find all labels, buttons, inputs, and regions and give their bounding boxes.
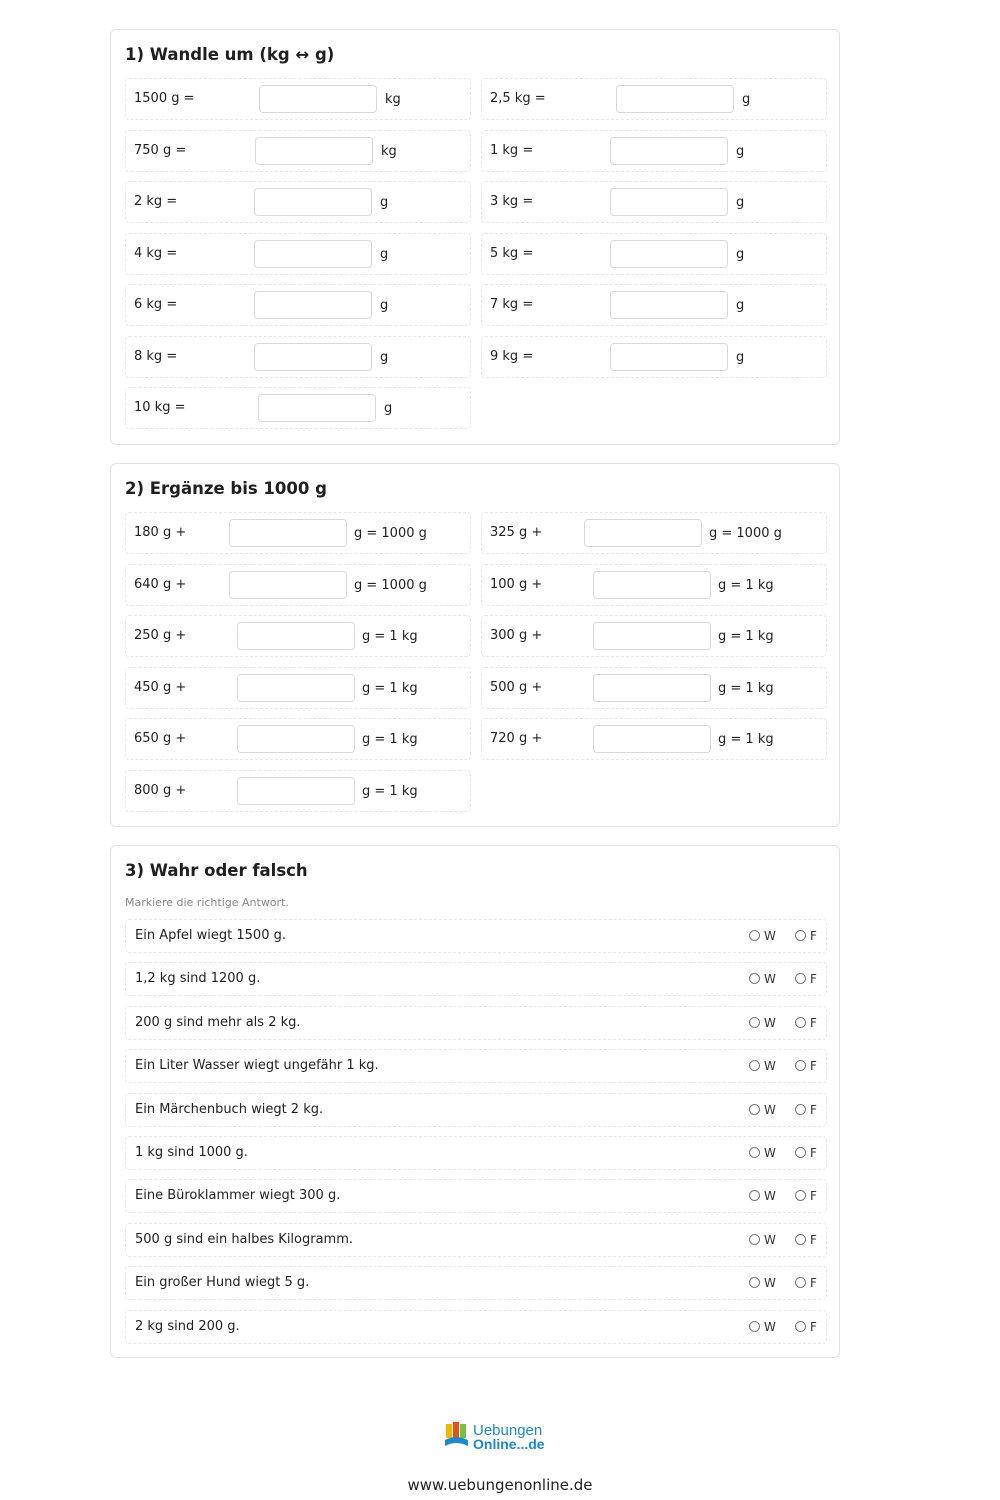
- unit-label: g: [380, 195, 389, 210]
- option-true[interactable]: [749, 1137, 776, 1169]
- option-false[interactable]: [795, 1311, 817, 1343]
- exercise-prompt: 3 kg =: [490, 194, 534, 209]
- unit-label: g: [736, 298, 745, 313]
- statement-text: Eine Büroklammer wiegt 300 g.: [135, 1188, 341, 1204]
- answer-input[interactable]: [229, 519, 347, 547]
- answer-input[interactable]: [610, 188, 728, 216]
- unit-label: g: [380, 298, 389, 313]
- radio-circle-icon[interactable]: [795, 1277, 806, 1288]
- unit-label: kg: [385, 92, 401, 107]
- option-false-label: F: [810, 1146, 817, 1160]
- logo-text-1: Uebungen: [473, 1422, 543, 1439]
- answer-input[interactable]: [593, 571, 711, 599]
- answer-input[interactable]: [254, 343, 372, 371]
- unit-label: g = 1000 g: [354, 526, 427, 541]
- logo-text-2: Online...de: [473, 1436, 545, 1452]
- exercise-item: [125, 78, 471, 120]
- unit-label: g = 1 kg: [362, 629, 418, 644]
- unit-label: g = 1000 g: [354, 577, 427, 593]
- statement-row: [125, 1266, 827, 1300]
- unit-label: g = 1 kg: [718, 680, 774, 696]
- exercise-item: [481, 718, 827, 760]
- option-true-label: W: [764, 929, 776, 943]
- exercise-prompt: 2,5 kg =: [490, 91, 546, 106]
- exercise-prompt: 750 g =: [134, 142, 187, 158]
- option-true-label: W: [764, 1319, 776, 1334]
- option-false-label: F: [810, 929, 817, 943]
- option-true-label: W: [764, 1059, 776, 1074]
- option-false-label: F: [810, 1059, 817, 1074]
- exercise-prompt: 450 g +: [134, 679, 187, 695]
- radio-circle-icon[interactable]: [749, 1234, 760, 1245]
- radio-circle-icon[interactable]: [795, 1321, 806, 1332]
- answer-input[interactable]: [584, 519, 702, 547]
- exercise-prompt: 720 g +: [490, 731, 543, 746]
- unit-label: g = 1 kg: [362, 732, 418, 747]
- radio-circle-icon[interactable]: [795, 1060, 806, 1071]
- answer-input[interactable]: [593, 674, 711, 702]
- radio-circle-icon[interactable]: [749, 1017, 760, 1028]
- section-convert: [110, 29, 840, 445]
- option-false-label: F: [810, 1232, 817, 1247]
- exercise-item: [481, 564, 827, 606]
- exercise-item: [481, 512, 827, 554]
- unit-label: g = 1 kg: [718, 732, 774, 747]
- exercise-item: [481, 284, 827, 326]
- statement-row: [125, 1179, 827, 1213]
- radio-circle-icon[interactable]: [749, 1060, 760, 1071]
- exercise-prompt: 1 kg =: [490, 142, 534, 158]
- option-false-label: F: [810, 1015, 817, 1030]
- exercise-item: [481, 181, 827, 223]
- exercise-item: [125, 564, 471, 606]
- exercise-prompt: 10 kg =: [134, 400, 186, 415]
- exercise-prompt: 300 g +: [490, 628, 543, 643]
- exercise-item: [125, 615, 471, 657]
- unit-label: g = 1 kg: [718, 629, 774, 644]
- option-false[interactable]: [795, 963, 817, 995]
- site-logo: [444, 1418, 564, 1454]
- exercise-prompt: 8 kg =: [134, 348, 178, 364]
- exercise-prompt: 9 kg =: [490, 348, 534, 364]
- answer-input[interactable]: [258, 394, 376, 422]
- option-false[interactable]: [795, 920, 817, 952]
- exercise-item: [125, 284, 471, 326]
- exercise-item: [125, 181, 471, 223]
- radio-circle-icon[interactable]: [749, 1190, 760, 1201]
- radio-circle-icon[interactable]: [795, 930, 806, 941]
- exercise-prompt: 500 g +: [490, 679, 543, 695]
- statement-row: [125, 1006, 827, 1040]
- statement-text: Ein großer Hund wiegt 5 g.: [135, 1275, 310, 1291]
- option-false-label: F: [810, 1319, 817, 1334]
- statement-text: 1,2 kg sind 1200 g.: [135, 971, 261, 987]
- statement-row: [125, 1223, 827, 1257]
- unit-label: g: [736, 246, 745, 262]
- section-complete: [110, 463, 840, 827]
- answer-input[interactable]: [237, 674, 355, 702]
- option-false-label: F: [810, 972, 817, 987]
- statement-text: Ein Märchenbuch wiegt 2 kg.: [135, 1101, 324, 1117]
- exercise-item: [125, 770, 471, 812]
- exercise-prompt: 250 g +: [134, 628, 187, 643]
- unit-label: g = 1 kg: [362, 680, 418, 696]
- exercise-prompt: 640 g +: [134, 576, 187, 592]
- exercise-prompt: 2 kg =: [134, 194, 178, 209]
- radio-circle-icon[interactable]: [795, 1147, 806, 1158]
- option-true[interactable]: [749, 1224, 776, 1256]
- option-false[interactable]: [795, 1137, 817, 1169]
- radio-circle-icon[interactable]: [795, 1017, 806, 1028]
- radio-circle-icon[interactable]: [795, 1190, 806, 1201]
- exercise-prompt: 180 g +: [134, 525, 187, 540]
- statement-row: [125, 1136, 827, 1170]
- answer-input[interactable]: [229, 571, 347, 599]
- unit-label: g: [384, 401, 393, 416]
- unit-label: g = 1 kg: [362, 783, 418, 799]
- exercise-prompt: 100 g +: [490, 576, 543, 592]
- radio-circle-icon[interactable]: [749, 1321, 760, 1332]
- exercise-prompt: 800 g +: [134, 782, 187, 798]
- section-title: 2) Ergänze bis 1000 g: [125, 479, 327, 498]
- exercise-item: [481, 233, 827, 275]
- answer-input[interactable]: [255, 137, 373, 165]
- option-true[interactable]: [749, 1007, 776, 1039]
- option-true[interactable]: [749, 1267, 776, 1299]
- section-title: 3) Wahr oder falsch: [125, 861, 308, 880]
- exercise-prompt: 6 kg =: [134, 297, 178, 312]
- answer-input[interactable]: [237, 622, 355, 650]
- exercise-item: [125, 336, 471, 378]
- radio-circle-icon[interactable]: [749, 1147, 760, 1158]
- unit-label: g: [380, 349, 389, 365]
- unit-label: g = 1000 g: [709, 526, 782, 541]
- answer-input[interactable]: [237, 777, 355, 805]
- option-false-label: F: [810, 1189, 817, 1204]
- exercise-item: [125, 718, 471, 760]
- statement-row: [125, 1310, 827, 1344]
- statement-text: Ein Liter Wasser wiegt ungefähr 1 kg.: [135, 1058, 379, 1074]
- statement-row: [125, 1049, 827, 1083]
- exercise-prompt: 4 kg =: [134, 245, 178, 261]
- answer-input[interactable]: [610, 240, 728, 268]
- option-false-label: F: [810, 1276, 817, 1291]
- exercise-item: [125, 233, 471, 275]
- option-false[interactable]: [795, 1007, 817, 1039]
- unit-label: g: [736, 349, 745, 365]
- statement-text: 2 kg sind 200 g.: [135, 1318, 240, 1334]
- answer-input[interactable]: [610, 343, 728, 371]
- statement-row: [125, 1093, 827, 1127]
- option-true[interactable]: [749, 1311, 776, 1343]
- radio-circle-icon[interactable]: [795, 1234, 806, 1245]
- option-true-label: W: [764, 1015, 776, 1030]
- exercise-item: [125, 512, 471, 554]
- option-false[interactable]: [795, 1267, 817, 1299]
- statement-row: [125, 962, 827, 996]
- radio-circle-icon[interactable]: [795, 1104, 806, 1115]
- statement-text: 1 kg sind 1000 g.: [135, 1145, 248, 1160]
- answer-input[interactable]: [254, 188, 372, 216]
- answer-input[interactable]: [593, 622, 711, 650]
- answer-input[interactable]: [610, 291, 728, 319]
- answer-input[interactable]: [259, 85, 377, 113]
- statement-text: 200 g sind mehr als 2 kg.: [135, 1014, 301, 1030]
- unit-label: g: [736, 195, 745, 210]
- radio-circle-icon[interactable]: [749, 973, 760, 984]
- instruction-text: Markiere die richtige Antwort.: [125, 896, 289, 909]
- radio-circle-icon[interactable]: [749, 1104, 760, 1115]
- option-true[interactable]: [749, 1180, 776, 1212]
- unit-label: g: [380, 246, 389, 262]
- section-true-false: [110, 845, 840, 1358]
- section-title: 1) Wandle um (kg ↔ g): [125, 45, 335, 64]
- exercise-prompt: 650 g +: [134, 731, 187, 746]
- option-true[interactable]: [749, 1050, 776, 1082]
- unit-label: g = 1 kg: [718, 577, 774, 593]
- option-true-label: W: [764, 1102, 776, 1117]
- option-false[interactable]: [795, 1050, 817, 1082]
- exercise-prompt: 7 kg =: [490, 297, 534, 312]
- unit-label: kg: [381, 143, 397, 159]
- option-true[interactable]: [749, 1094, 776, 1126]
- answer-input[interactable]: [254, 291, 372, 319]
- option-true-label: W: [764, 1146, 776, 1160]
- option-true-label: W: [764, 1189, 776, 1204]
- exercise-item: [125, 667, 471, 709]
- footer-url: www.uebungenonline.de: [407, 1476, 593, 1494]
- option-true[interactable]: [749, 963, 776, 995]
- unit-label: g: [736, 143, 745, 159]
- option-false-label: F: [810, 1102, 817, 1117]
- exercise-prompt: 5 kg =: [490, 245, 534, 261]
- exercise-item: [481, 667, 827, 709]
- exercise-item: [125, 130, 471, 172]
- exercise-item: [481, 336, 827, 378]
- answer-input[interactable]: [610, 137, 728, 165]
- answer-input[interactable]: [237, 725, 355, 753]
- option-true[interactable]: [749, 920, 776, 952]
- statement-row: [125, 919, 827, 953]
- exercise-prompt: 1500 g =: [134, 91, 195, 106]
- option-false[interactable]: [795, 1180, 817, 1212]
- statement-text: 500 g sind ein halbes Kilogramm.: [135, 1231, 354, 1247]
- answer-input[interactable]: [593, 725, 711, 753]
- exercise-prompt: 325 g +: [490, 525, 543, 540]
- statement-text: Ein Apfel wiegt 1500 g.: [135, 928, 286, 943]
- radio-circle-icon[interactable]: [749, 930, 760, 941]
- option-true-label: W: [764, 1276, 776, 1291]
- answer-input[interactable]: [254, 240, 372, 268]
- exercise-item: [125, 387, 471, 429]
- option-false[interactable]: [795, 1094, 817, 1126]
- option-true-label: W: [764, 1232, 776, 1247]
- exercise-item: [481, 78, 827, 120]
- option-true-label: W: [764, 972, 776, 987]
- exercise-item: [481, 615, 827, 657]
- option-false[interactable]: [795, 1224, 817, 1256]
- unit-label: g: [742, 92, 751, 107]
- answer-input[interactable]: [616, 85, 734, 113]
- radio-circle-icon[interactable]: [795, 973, 806, 984]
- exercise-item: [481, 130, 827, 172]
- radio-circle-icon[interactable]: [749, 1277, 760, 1288]
